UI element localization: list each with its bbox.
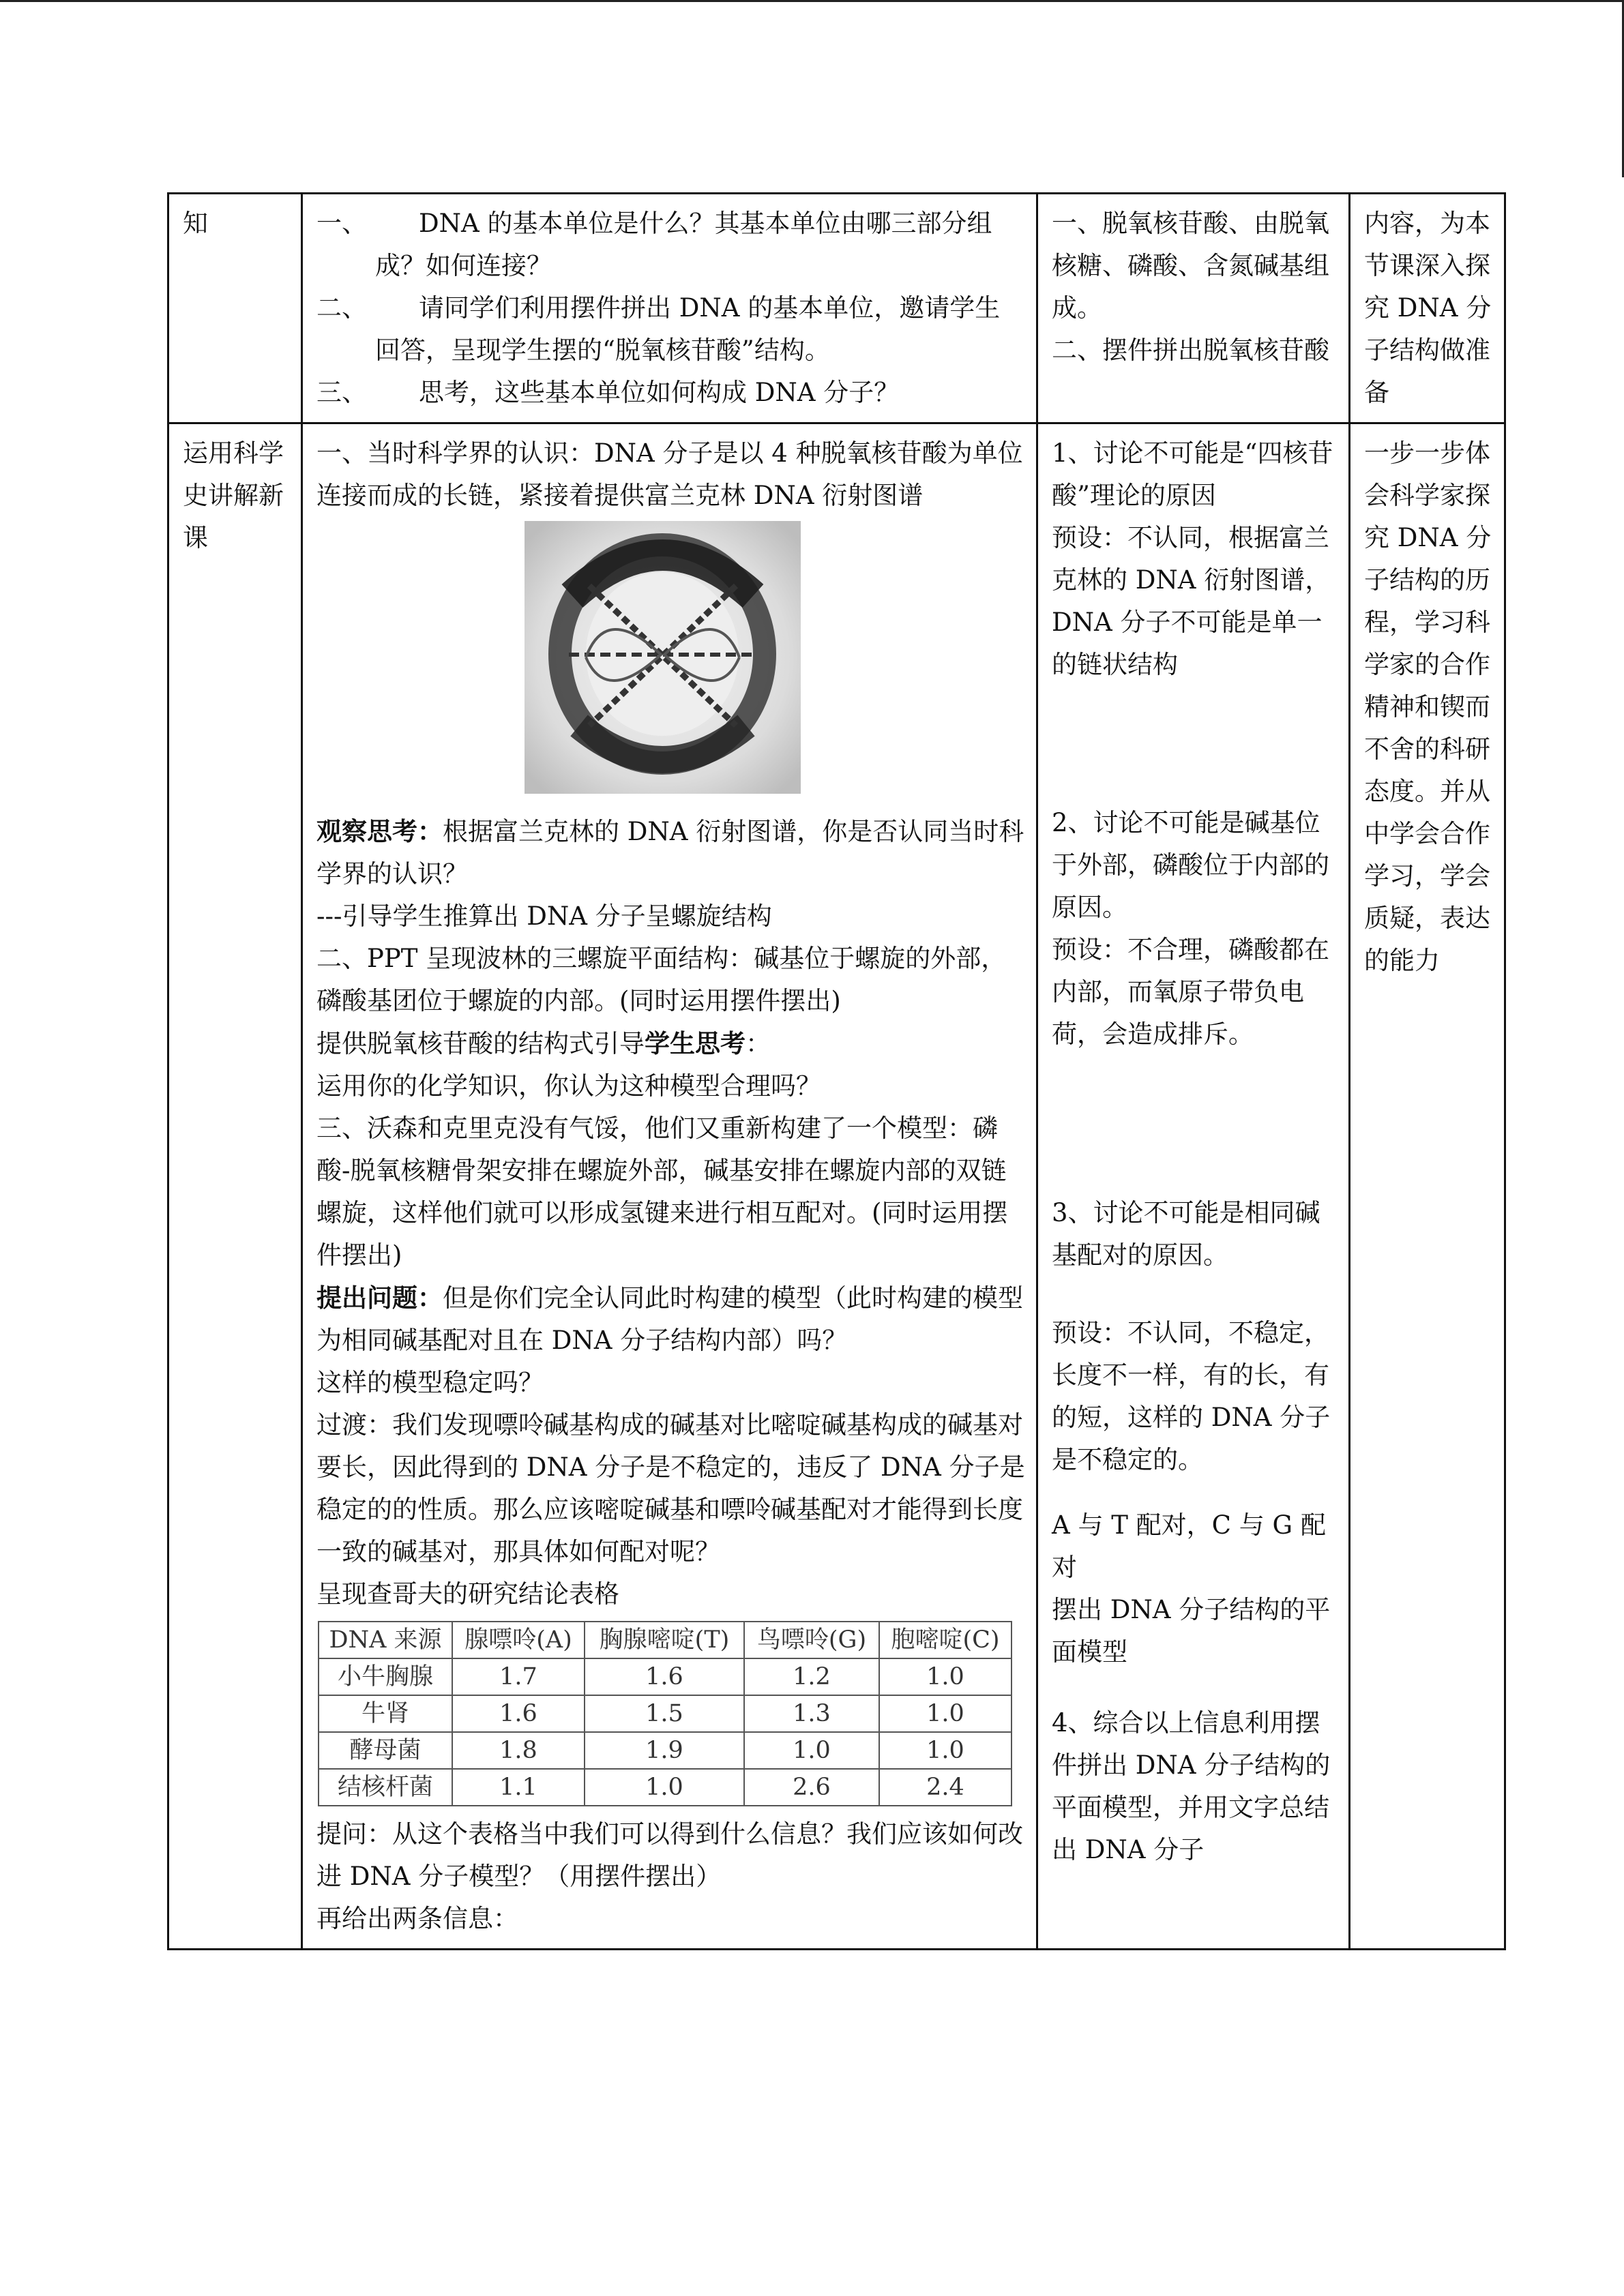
question-text: 但是你们完全认同此时构建的模型（此时构建的模型为相同碱基配对且在 DNA 分子结构内部）吗？ [316,1283,1023,1355]
table-row [319,1769,1012,1806]
header-cell: DNA 来源 [319,1622,452,1658]
table-cell: 结核杆菌 [319,1769,452,1806]
item-text: 请同学们利用摆件拼出 DNA 的基本单位，邀请学生回答，呈现学生摆的“脱氧核苷酸”结构。 [375,293,1001,365]
student-answer: 预设：不认同，不稳定，长度不一样，有的长，有的短，这样的 DNA 分子是不稳定的。 [1052,1318,1331,1474]
student-answer: 一、脱氧核苷酸、由脱氧核糖、磷酸、含氮碱基组成。 [1052,209,1329,323]
table-cell: 1.8 [452,1732,585,1769]
table-row [319,1695,1012,1732]
table-cell: 1.5 [585,1695,744,1732]
paragraph: 一、当时科学界的认识：DNA 分子是以 4 种脱氧核苷酸为单位连接而成的长链，紧接着提供富兰克林 DNA 衍射图谱 [316,438,1023,510]
intent-cell [1350,423,1505,1950]
table-cell: 1.0 [879,1732,1012,1769]
table-row [168,194,1505,423]
spacer [1052,1481,1338,1504]
activity-item [316,287,1025,372]
intent-text: 内容，为本节课深入探究 DNA 分子结构做准备 [1364,209,1492,407]
header-cell: 胞嘧啶(C) [879,1622,1012,1658]
table-cell: 1.3 [744,1695,879,1732]
paragraph [316,1277,1025,1362]
paragraph: 提问：从这个表格当中我们可以得到什么信息？我们应该如何改进 DNA 分子模型？（用摆件摆出） [316,1819,1023,1891]
item-number: 二、 [316,293,367,323]
spacer [1052,1056,1338,1192]
student-answer: 预设：不认同，根据富兰克林的 DNA 衍射图谱，DNA 分子不可能是单一的链状结构 [1052,523,1331,679]
paragraph: 三、沃森和克里克没有气馁，他们又重新构建了一个模型：磷酸-脱氧核糖骨架安排在螺旋外部，碱基安排在螺旋内部的双链螺旋，这样他们就可以形成氢键来进行相互配对。(同时运用摆件摆出) [316,1114,1008,1270]
table-cell: 1.2 [744,1658,879,1695]
table-cell: 1.0 [744,1732,879,1769]
observe-label: 观察思考： [316,816,443,846]
stage-cell [168,194,302,423]
item-number: 三、 [316,378,367,407]
paragraph: 呈现查哥夫的研究结论表格 [316,1579,619,1609]
table-cell: 1.0 [879,1695,1012,1732]
table-cell: 1.7 [452,1658,585,1695]
table-cell: 酵母菌 [319,1732,452,1769]
table-cell: 1.6 [452,1695,585,1732]
table-cell: 牛肾 [319,1695,452,1732]
lesson-plan-table [167,192,1506,1950]
student-answer: 预设：不合理，磷酸都在内部，而氧原子带负电荷，会造成排斥。 [1052,935,1329,1049]
activity-item [316,372,1025,414]
student-cell [1037,194,1350,423]
table-header-row [319,1622,1012,1658]
header-cell: 鸟嘌呤(G) [744,1622,879,1658]
student-answer: 2、讨论不可能是碱基位于外部，磷酸位于内部的原因。 [1052,808,1329,922]
table-row [168,423,1505,1950]
stage-label: 知 [183,209,208,238]
table-row [319,1732,1012,1769]
item-text: 思考，这些基本单位如何构成 DNA 分子？ [419,378,900,407]
table-cell: 2.6 [744,1769,879,1806]
xray-diffraction-image [525,521,801,794]
stage-cell [168,423,302,1950]
student-answer: 4、综合以上信息利用摆件拼出 DNA 分子结构的平面模型，并用文字总结出 DNA 分子 [1052,1708,1331,1864]
table-cell: 1.6 [585,1658,744,1695]
activity-cell [302,194,1037,423]
table-cell: 1.0 [879,1658,1012,1695]
table-row [319,1658,1012,1695]
paragraph: 运用你的化学知识，你认为这种模型合理吗？ [316,1071,821,1101]
stage-label: 运用科学史讲解新课 [183,438,284,552]
diffraction-figure [316,521,1025,807]
paragraph: 再给出两条信息： [316,1904,518,1933]
student-answer: 1、讨论不可能是“四核苷酸”理论的原因 [1052,438,1333,510]
student-answer: 3、讨论不可能是相同碱基配对的原因。 [1052,1198,1320,1270]
page-top-border [0,0,1624,2]
paragraph: ---引导学生推算出 DNA 分子呈螺旋结构 [316,901,772,931]
paragraph: 这样的模型稳定吗？ [316,1368,544,1397]
text-run: 提供脱氧核苷酸的结构式引导 [316,1029,645,1058]
student-answer: A 与 T 配对，C 与 G 配对 [1052,1510,1326,1582]
spacer [1052,686,1338,802]
student-answer: 二、摆件拼出脱氧核苷酸 [1052,336,1329,365]
table-cell: 1.9 [585,1732,744,1769]
header-cell: 胸腺嘧啶(T) [585,1622,744,1658]
chargaff-table [318,1621,1012,1806]
spacer [1052,1673,1338,1702]
student-answer: 摆出 DNA 分子结构的平面模型 [1052,1595,1331,1667]
activity-item [316,203,1025,287]
paragraph [316,1022,1025,1065]
intent-text: 一步一步体会科学家探究 DNA 分子结构的历程，学习科学家的合作精神和锲而不舍的科研态度。并从中学会合作学习，学会质疑，表达的能力 [1364,438,1492,975]
question-label: 提出问题： [316,1283,443,1313]
observe-text: 根据富兰克林的 DNA 衍射图谱，你是否认同当时科学界的认识？ [316,817,1024,889]
text-run-bold: 学生思考 [645,1028,745,1058]
table-cell: 1.0 [585,1769,744,1806]
paragraph [316,810,1025,895]
text-run: ： [745,1029,771,1058]
paragraph: 过渡：我们发现嘌呤碱基构成的碱基对比嘧啶碱基构成的碱基对要长，因此得到的 DNA 分子是不稳定的，违反了 DNA 分子是稳定的的性质。那么应该嘧啶碱基和嘌呤碱基配对才能得到长度一致的碱基对，那具体如何配对呢？ [316,1410,1025,1566]
spacer [1052,1277,1338,1312]
paragraph: 二、PPT 呈现波林的三螺旋平面结构：碱基位于螺旋的外部，磷酸基团位于螺旋的内部。(同时运用摆件摆出) [316,944,1007,1015]
item-text: DNA 的基本单位是什么？其基本单位由哪三部分组成？如何连接？ [375,209,992,280]
table-cell: 2.4 [879,1769,1012,1806]
student-cell [1037,423,1350,1950]
table-cell: 1.1 [452,1769,585,1806]
intent-cell [1350,194,1505,423]
table-cell: 小牛胸腺 [319,1658,452,1695]
activity-cell [302,423,1037,1950]
header-cell: 腺嘌呤(A) [452,1622,585,1658]
item-number: 一、 [316,209,367,238]
